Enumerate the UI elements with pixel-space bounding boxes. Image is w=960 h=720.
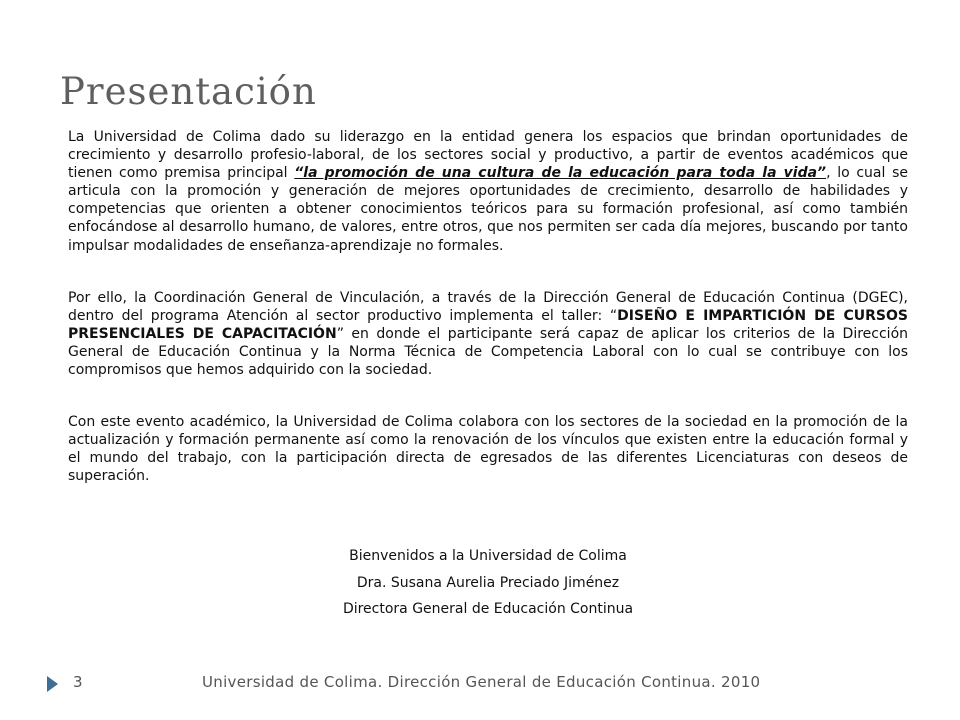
slide-body [68, 128, 908, 486]
collaboration-paragraph: Con este evento académico, la Universidad de Colima colabora con los sectores de la sociedad en la promoción de la actualización y formación permanente así como la renovación de los vínculos que existen entre la educación formal y el mundo del trabajo, con la participación directa de egresados de las diferentes Licenciaturas con deseos de superación. [68, 414, 908, 485]
triangle-bullet-icon [47, 676, 58, 692]
workshop-text-end: ” en donde el participante será capaz de aplicar los criterios de la Dirección General de Educación Continua y la Norma Técnica de Competencia Laboral con lo cual se contribuye con los compromisos que hemos adquirido con la sociedad. [68, 325, 909, 379]
signatory-role: Directora General de Educación Continua [342, 601, 634, 617]
workshop-text-start: Por ello, la Coordinación General de Vinculación, a través de la Dirección General de Educación Continua (DGEC), dentro del programa Atención al sector productivo implementa el taller: “ [68, 289, 908, 324]
welcome-line: Bienvenidos a la Universidad de Colima [349, 548, 627, 564]
slide-footer [0, 672, 960, 698]
footer-text: Universidad de Colima. Dirección General de Educación Continua. 2010 [202, 673, 761, 691]
intro-premise-quote: “la promoción de una cultura de la educación para toda la vida” [294, 165, 827, 182]
slide-title: Presentación [60, 70, 317, 113]
closing-block [68, 543, 908, 623]
page-number: 3 [73, 673, 83, 691]
signatory-name: Dra. Susana Aurelia Preciado Jiménez [356, 574, 620, 591]
intro-text-end: , lo cual se articula con la promoción y generación de mejores oportunidades de crecimiento, desarrollo de habilidades y competencias que orienten a obtener conocimientos teóricos para su formación profesional, así como también enfocándose al desarrollo humano, de valores, entre otros, que nos permiten ser cada día mejores, buscando por tanto impulsar modalidades de enseñanza-aprendizaje no formales. [68, 165, 908, 254]
workshop-title: DISEÑO E IMPARTICIÓN DE CURSOS PRESENCIALES DE CAPACITACIÓN [68, 307, 908, 342]
intro-text-start: La Universidad de Colima dado su liderazgo en la entidad genera los espacios que brindan oportunidades de crecimiento y desarrollo profesio-laboral, de los sectores social y productivo, a partir de eventos académicos que tienen como premisa principal [68, 129, 908, 182]
workshop-paragraph [68, 289, 908, 379]
intro-paragraph [68, 128, 908, 255]
